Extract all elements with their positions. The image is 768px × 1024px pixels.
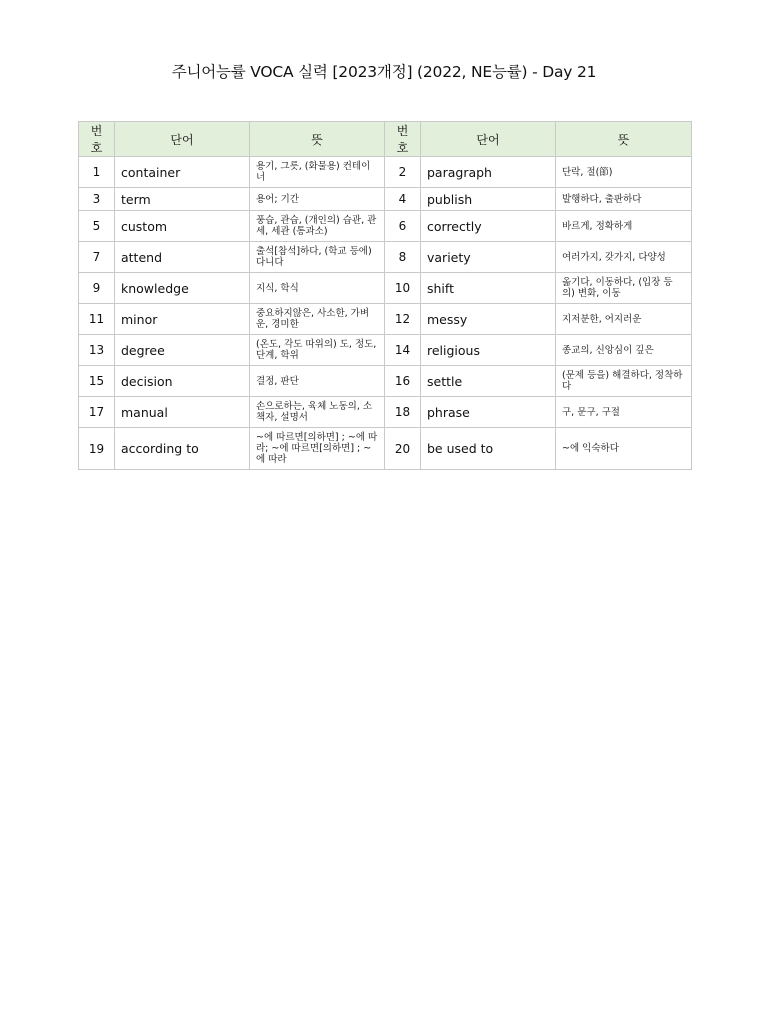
entry-number: 15 [79,366,115,397]
entry-word: publish [421,188,556,211]
table-row [79,366,692,397]
entry-number: 3 [79,188,115,211]
entry-word: be used to [421,428,556,470]
entry-meaning: 출석[참석]하다, (학교 등에) 다니다 [250,242,385,273]
entry-word: religious [421,335,556,366]
entry-meaning: 지저분한, 어지러운 [556,304,692,335]
entry-number: 8 [385,242,421,273]
table-header-row [79,122,692,157]
header-meaning: 뜻 [556,122,692,157]
entry-word: attend [115,242,250,273]
header-word: 단어 [115,122,250,157]
entry-meaning: 여러가지, 갖가지, 다양성 [556,242,692,273]
header-number: 번호 [385,122,421,157]
entry-meaning: 용어; 기간 [250,188,385,211]
table-row [79,242,692,273]
entry-meaning: ~에 익숙하다 [556,428,692,470]
entry-word: minor [115,304,250,335]
entry-meaning: 결정, 판단 [250,366,385,397]
entry-number: 5 [79,211,115,242]
table-row [79,304,692,335]
table-row [79,188,692,211]
entry-number: 14 [385,335,421,366]
entry-word: phrase [421,397,556,428]
entry-meaning: 단락, 절(節) [556,157,692,188]
entry-meaning: 종교의, 신앙심이 깊은 [556,335,692,366]
entry-number: 20 [385,428,421,470]
entry-number: 13 [79,335,115,366]
header-meaning: 뜻 [250,122,385,157]
table-row [79,157,692,188]
entry-meaning: ~에 따르면[의하면] ; ~에 따라; ~에 따르면[의하면] ; ~에 따라 [250,428,385,470]
entry-word: decision [115,366,250,397]
entry-number: 16 [385,366,421,397]
entry-word: according to [115,428,250,470]
entry-word: term [115,188,250,211]
entry-word: correctly [421,211,556,242]
entry-word: custom [115,211,250,242]
entry-word: shift [421,273,556,304]
table-row [79,211,692,242]
entry-word: variety [421,242,556,273]
entry-meaning: 발행하다, 출판하다 [556,188,692,211]
entry-meaning: 지식, 학식 [250,273,385,304]
entry-word: container [115,157,250,188]
entry-word: knowledge [115,273,250,304]
entry-meaning: 바르게, 정확하게 [556,211,692,242]
entry-number: 6 [385,211,421,242]
header-number: 번호 [79,122,115,157]
entry-word: messy [421,304,556,335]
page-title: 주니어능률 VOCA 실력 [2023개정] (2022, NE능률) - Day 21 [171,63,597,81]
entry-meaning: (온도, 각도 따위의) 도, 정도, 단계, 학위 [250,335,385,366]
table-row [79,397,692,428]
table-row [79,335,692,366]
entry-meaning: 구, 문구, 구절 [556,397,692,428]
entry-word: manual [115,397,250,428]
entry-meaning: 용기, 그릇, (화물용) 컨테이너 [250,157,385,188]
entry-meaning: 중요하지않은, 사소한, 가벼운, 경미한 [250,304,385,335]
vocabulary-table [78,121,692,470]
entry-word: settle [421,366,556,397]
entry-number: 11 [79,304,115,335]
entry-meaning: 손으로하는, 육체 노동의, 소책자, 설명서 [250,397,385,428]
entry-number: 1 [79,157,115,188]
table-row [79,428,692,470]
table-row [79,273,692,304]
entry-number: 2 [385,157,421,188]
entry-number: 18 [385,397,421,428]
entry-word: degree [115,335,250,366]
entry-number: 17 [79,397,115,428]
entry-word: paragraph [421,157,556,188]
entry-meaning: 풍습, 관습, (개인의) 습관, 관세, 세관 (통과소) [250,211,385,242]
entry-number: 19 [79,428,115,470]
entry-number: 4 [385,188,421,211]
entry-meaning: (문제 등을) 해결하다, 정착하다 [556,366,692,397]
header-word: 단어 [421,122,556,157]
entry-number: 9 [79,273,115,304]
entry-meaning: 옮기다, 이동하다, (입장 등의) 변화, 이동 [556,273,692,304]
entry-number: 12 [385,304,421,335]
entry-number: 10 [385,273,421,304]
entry-number: 7 [79,242,115,273]
